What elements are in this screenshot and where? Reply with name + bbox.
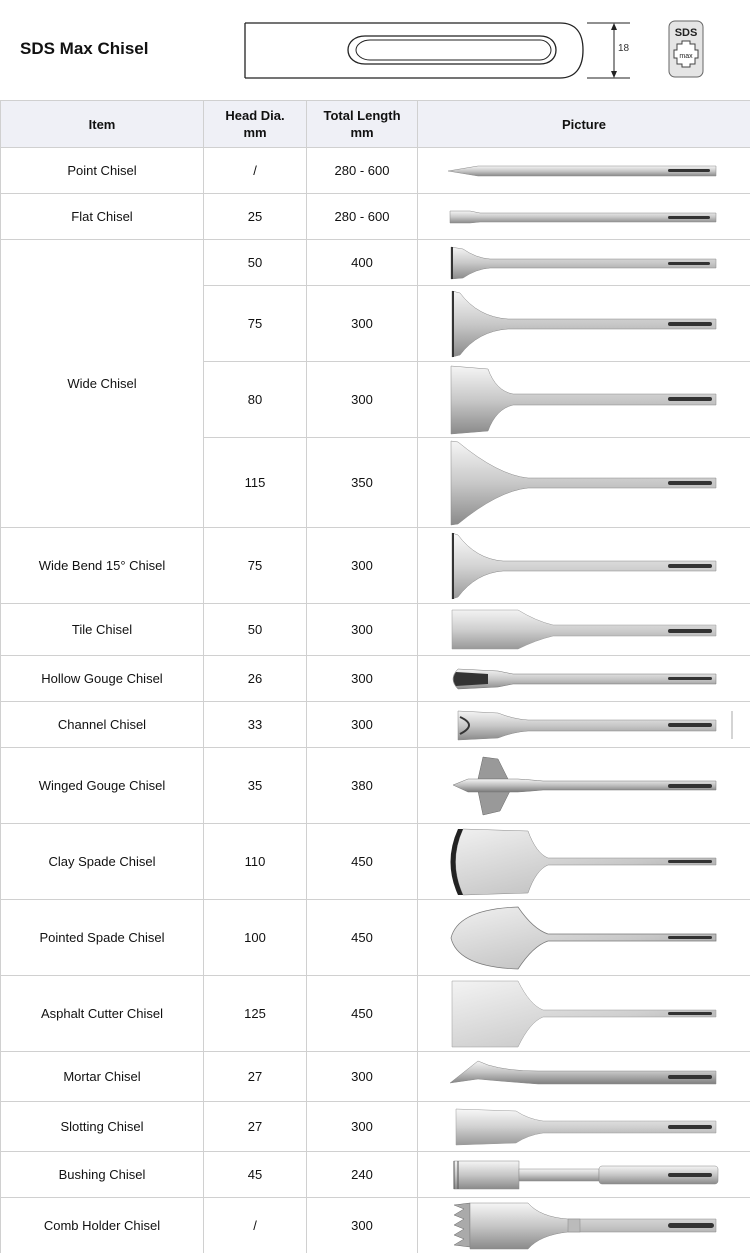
cell-picture [418,900,750,976]
cell-item: Comb Holder Chisel [1,1198,204,1253]
cell-item: Asphalt Cutter Chisel [1,976,204,1052]
cell-picture [418,362,750,438]
channel-chisel-icon [418,703,750,747]
table-row [1,528,750,604]
table-row [1,656,750,702]
table-row [1,1152,750,1198]
cell-head-dia: 27 [204,1052,307,1102]
pointed-spade-chisel-icon [418,901,750,975]
cell-total-length: 450 [307,900,418,976]
cell-head-dia: 50 [204,604,307,656]
column-header-total-length [307,101,418,148]
cell-picture [418,748,750,824]
cell-head-dia: 80 [204,362,307,438]
table-row [1,702,750,748]
cell-total-length: 300 [307,656,418,702]
cell-head-dia: 110 [204,824,307,900]
wide-chisel-80-icon [418,363,750,437]
chisel-diagram-icon [240,18,640,84]
wide-chisel-75-icon [418,287,750,361]
table-row [1,1052,750,1102]
cell-total-length: 300 [307,604,418,656]
cell-picture [418,194,750,240]
mortar-chisel-icon [418,1053,750,1101]
asphalt-cutter-chisel-icon [418,977,750,1051]
wide-chisel-50-icon [418,241,750,285]
chisel-spec-table [0,100,750,1253]
point-chisel-icon [418,149,750,193]
table-row [1,976,750,1052]
cell-total-length: 240 [307,1152,418,1198]
cell-item: Slotting Chisel [1,1102,204,1152]
column-header-total-length-line1: Total Length [323,108,401,123]
cell-head-dia: 75 [204,528,307,604]
cell-total-length: 300 [307,286,418,362]
wide-chisel-115-icon [418,439,750,527]
cell-head-dia: 25 [204,194,307,240]
cell-picture [418,604,750,656]
cell-picture [418,656,750,702]
cell-item: Winged Gouge Chisel [1,748,204,824]
column-header-head-dia [204,101,307,148]
cell-head-dia: 50 [204,240,307,286]
cell-head-dia: 33 [204,702,307,748]
cell-picture [418,702,750,748]
column-header-item-label: Item [88,116,116,132]
comb-holder-chisel-icon [418,1199,750,1253]
cell-item: Mortar Chisel [1,1052,204,1102]
table-row [1,604,750,656]
cell-head-dia: 45 [204,1152,307,1198]
cell-item: Pointed Spade Chisel [1,900,204,976]
bushing-chisel-icon [418,1153,750,1197]
hollow-gouge-chisel-icon [418,657,750,701]
cell-head-dia: 115 [204,438,307,528]
flat-chisel-icon [418,195,750,239]
cell-picture [418,1152,750,1198]
page-title: SDS Max Chisel [20,39,149,58]
cell-picture [418,438,750,528]
cell-head-dia: 100 [204,900,307,976]
column-header-total-length-line2: mm [350,125,374,140]
cell-picture [418,824,750,900]
cell-total-length: 300 [307,1198,418,1253]
cell-item: Point Chisel [1,148,204,194]
cell-head-dia: / [204,1198,307,1253]
clay-spade-chisel-icon [418,825,750,899]
cell-head-dia: 35 [204,748,307,824]
cell-picture [418,528,750,604]
cell-head-dia: 125 [204,976,307,1052]
cell-total-length: 300 [307,1052,418,1102]
table-row [1,240,750,286]
table-row [1,194,750,240]
logo-bottom-text: max [679,53,693,60]
cell-total-length: 280 - 600 [307,194,418,240]
winged-gouge-chisel-icon [418,749,750,823]
cell-item: Wide Chisel [1,240,204,528]
cell-total-length: 300 [307,702,418,748]
cell-head-dia: / [204,148,307,194]
table-row [1,824,750,900]
tile-chisel-icon [418,605,750,655]
cell-total-length: 350 [307,438,418,528]
column-header-picture [418,101,750,148]
cell-item: Flat Chisel [1,194,204,240]
cell-item: Hollow Gouge Chisel [1,656,204,702]
cell-head-dia: 27 [204,1102,307,1152]
cell-total-length: 300 [307,528,418,604]
table-row [1,1198,750,1253]
cell-total-length: 380 [307,748,418,824]
table-header-row [1,101,750,148]
cell-picture [418,286,750,362]
table-row [1,148,750,194]
cell-picture [418,148,750,194]
column-header-item [1,101,204,148]
logo-top-text: SDS [674,27,698,39]
cell-item: Wide Bend 15° Chisel [1,528,204,604]
dimension-label: 18 [618,43,630,54]
header-bar [0,0,750,100]
cell-item: Channel Chisel [1,702,204,748]
cell-picture [418,1052,750,1102]
cell-total-length: 400 [307,240,418,286]
cell-item: Tile Chisel [1,604,204,656]
cell-item: Clay Spade Chisel [1,824,204,900]
column-header-head-dia-line2: mm [243,125,267,140]
cell-total-length: 300 [307,362,418,438]
cell-head-dia: 26 [204,656,307,702]
cell-total-length: 450 [307,824,418,900]
cell-item: Bushing Chisel [1,1152,204,1198]
table-row [1,748,750,824]
cell-total-length: 300 [307,1102,418,1152]
column-header-picture-label: Picture [561,116,607,132]
sds-max-logo-icon [668,20,704,78]
cell-picture [418,976,750,1052]
table-row [1,1102,750,1152]
wide-bend-chisel-icon [418,529,750,603]
cell-picture [418,1198,750,1253]
slotting-chisel-icon [418,1103,750,1151]
table-row [1,900,750,976]
cell-head-dia: 75 [204,286,307,362]
column-header-head-dia-line1: Head Dia. [225,108,285,123]
cell-total-length: 450 [307,976,418,1052]
cell-picture [418,1102,750,1152]
cell-picture [418,240,750,286]
cell-total-length: 280 - 600 [307,148,418,194]
